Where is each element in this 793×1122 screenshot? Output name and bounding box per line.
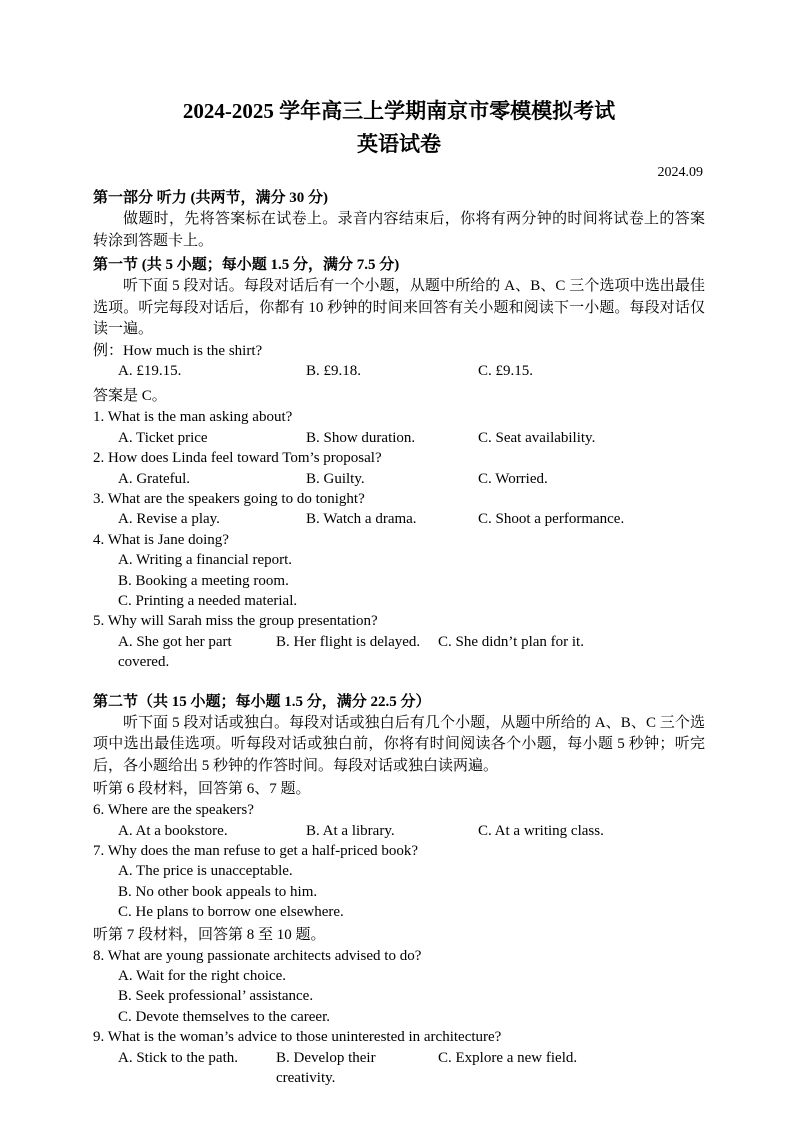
- part1-heading: 第一部分 听力 (共两节，满分 30 分): [93, 190, 328, 206]
- question-8-option-a: A. Wait for the right choice.: [118, 967, 287, 984]
- question-8-options: [118, 966, 705, 1027]
- question-9-option-a: A. Stick to the path.: [118, 1049, 238, 1066]
- question-2-text: 2. How does Linda feel toward Tom’s proposal?: [93, 450, 382, 467]
- section2-heading: 第二节（共 15 小题；每小题 1.5 分，满分 22.5 分）: [93, 693, 431, 710]
- question-9-options: [118, 1048, 705, 1089]
- question-6-text: 6. Where are the speakers?: [93, 802, 254, 819]
- question-9-text: 9. What is the woman’s advice to those uninterested in architecture?: [93, 1029, 502, 1046]
- question-4-option-b: B. Booking a meeting room.: [118, 572, 289, 589]
- material-6-note: 听第 6 段材料，回答第 6、7 题。: [93, 781, 311, 798]
- question-8-option-c: C. Devote themselves to the career.: [118, 1008, 331, 1025]
- question-4-option-c: C. Printing a needed material.: [118, 592, 298, 609]
- question-3-option-c: C. Shoot a performance.: [478, 511, 625, 528]
- example-option-b: B. £9.18.: [306, 362, 362, 379]
- exam-date: 2024.09: [657, 165, 703, 180]
- example-prompt: 例：How much is the shirt?: [93, 342, 263, 359]
- section2-intro: 听下面 5 段对话或独白。每段对话或独白后有几个小题，从题中所给的 A、B、C 三个选项中选出最佳选项。听每段对话或独白前，你将有时间阅读各个小题，每小题 5 秒钟；听完后，各小题给出 5 秒钟的作答时间。每段对话或独白读两遍。: [93, 714, 705, 774]
- question-6-option-a: A. At a bookstore.: [118, 822, 228, 839]
- question-1-option-a: A. Ticket price: [118, 429, 208, 446]
- example-options: [118, 361, 705, 381]
- question-6-option-c: C. At a writing class.: [478, 822, 604, 839]
- question-2-option-a: A. Grateful.: [118, 470, 191, 487]
- question-2-option-c: C. Worried.: [478, 470, 548, 487]
- question-7-options: [118, 861, 705, 922]
- example-answer: 答案是 C。: [93, 388, 167, 405]
- page-subtitle: 英语试卷: [357, 132, 441, 156]
- question-4-text: 4. What is Jane doing?: [93, 531, 229, 548]
- page-title: 2024-2025 学年高三上学期南京市零模模拟考试: [182, 99, 616, 123]
- question-7-option-a: A. The price is unacceptable.: [118, 863, 293, 880]
- section1-heading: 第一节 (共 5 小题；每小题 1.5 分，满分 7.5 分): [93, 257, 400, 273]
- question-7-option-b: B. No other book appeals to him.: [118, 883, 318, 900]
- question-1-option-c: C. Seat availability.: [478, 429, 596, 446]
- question-3-option-b: B. Watch a drama.: [306, 511, 417, 528]
- question-3-text: 3. What are the speakers going to do tonight?: [93, 490, 365, 507]
- question-1-options: [118, 428, 705, 448]
- question-7-text: 7. Why does the man refuse to get a half-priced book?: [93, 842, 419, 859]
- question-5-option-b: B. Her flight is delayed.: [276, 633, 421, 650]
- question-9-option-c: C. Explore a new field.: [438, 1049, 578, 1066]
- question-6-options: [118, 821, 705, 841]
- question-1-text: 1. What is the man asking about?: [93, 409, 293, 426]
- question-6-option-b: B. At a library.: [306, 822, 395, 839]
- question-1-option-b: B. Show duration.: [306, 429, 416, 446]
- example-option-a: A. £19.15.: [118, 362, 182, 379]
- question-5-option-c: C. She didn’t plan for it.: [438, 633, 584, 650]
- section1-intro: 听下面 5 段对话。每段对话后有一个小题，从题中所给的 A、B、C 三个选项中选出最佳选项。听完每段对话后，你都有 10 秒钟的时间来回答有关小题和阅读下一小题。每段对话仅读一遍。: [93, 278, 705, 337]
- material-7-note: 听第 7 段材料，回答第 8 至 10 题。: [93, 926, 326, 943]
- part1-intro: 做题时，先将答案标在试卷上。录音内容结束后，你将有两分钟的时间将试卷上的答案转涂到答题卡上。: [93, 211, 705, 249]
- question-2-option-b: B. Guilty.: [306, 470, 365, 487]
- question-4-options: [118, 550, 705, 611]
- question-8-option-b: B. Seek professional’ assistance.: [118, 988, 314, 1005]
- question-3-option-a: A. Revise a play.: [118, 511, 220, 528]
- question-9-option-b: B. Develop their creativity.: [276, 1049, 376, 1086]
- question-5-option-a: A. She got her part covered.: [118, 633, 232, 671]
- question-8-text: 8. What are young passionate architects advised to do?: [93, 947, 422, 964]
- question-4-option-a: A. Writing a financial report.: [118, 552, 293, 569]
- question-5-options: [118, 632, 705, 673]
- question-5-text: 5. Why will Sarah miss the group presentation?: [93, 613, 378, 630]
- question-7-option-c: C. He plans to borrow one elsewhere.: [118, 904, 344, 921]
- example-option-c: C. £9.15.: [478, 362, 534, 379]
- question-3-options: [118, 509, 705, 529]
- question-2-options: [118, 469, 705, 489]
